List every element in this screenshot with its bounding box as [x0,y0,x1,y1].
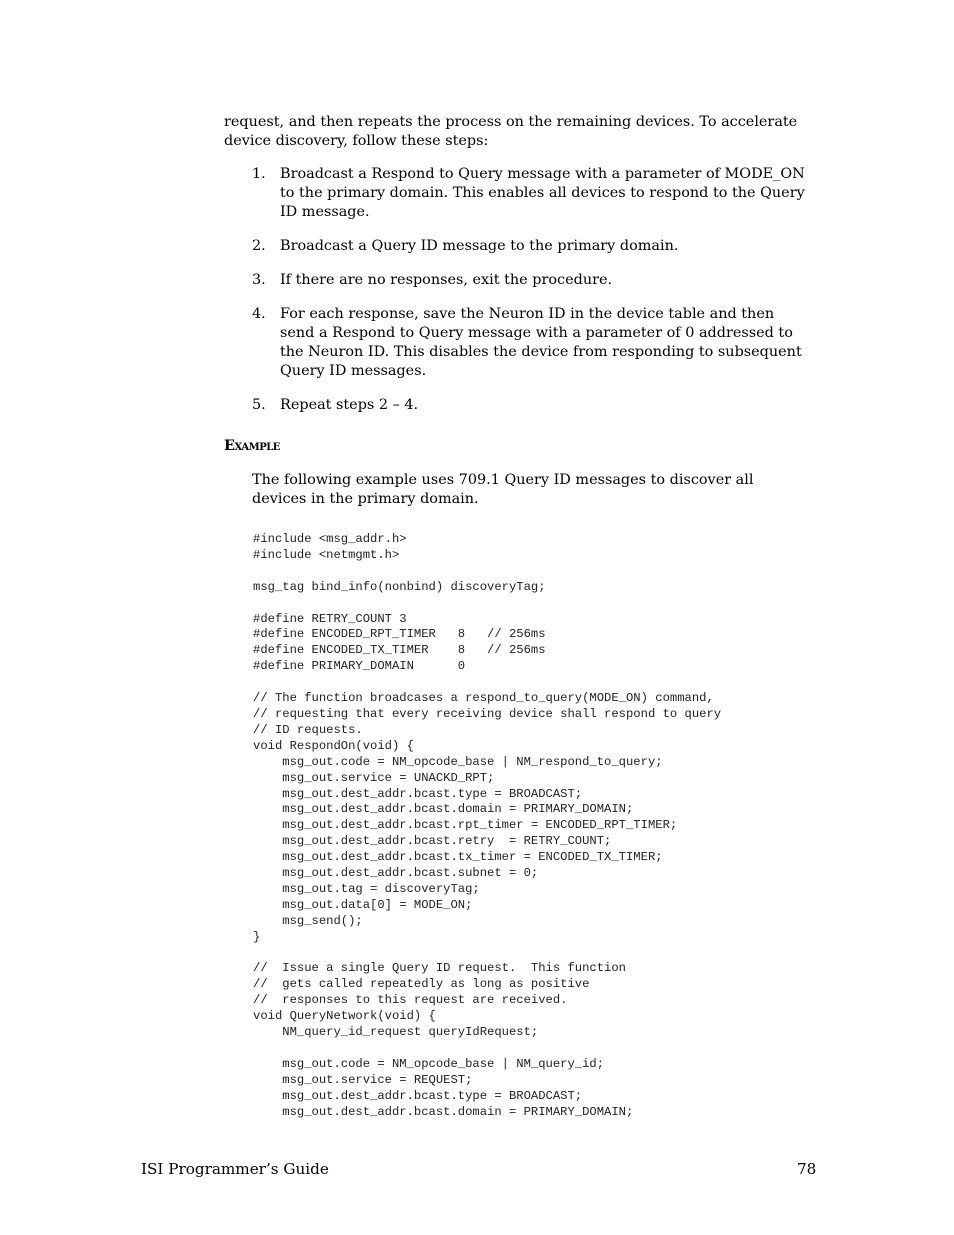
step-text: If there are no responses, exit the procedure. [280,272,613,288]
step-text: Repeat steps 2 – 4. [280,397,419,413]
step-text: Broadcast a Query ID message to the primary domain. [280,238,679,254]
footer-title: ISI Programmer’s Guide [141,1160,329,1178]
intro-paragraph: request, and then repeats the process on the remaining devices. To accelerate device discovery, follow these steps: [224,114,798,149]
step-number: 3. [252,272,266,288]
list-item [252,271,812,290]
step-text: Broadcast a Respond to Query message with a parameter of MODE_ON to the primary domain. This enables all devices to respond to the Query ID message. [280,166,805,220]
example-heading: Example [224,437,280,454]
step-number: 5. [252,397,266,413]
list-item [252,305,812,381]
steps-list [252,165,812,430]
page-number: 78 [797,1160,817,1178]
step-number: 2. [252,238,266,254]
example-description: The following example uses 709.1 Query ID messages to discover all devices in the primary domain. [252,472,754,507]
step-number: 1. [252,166,266,182]
step-number: 4. [252,306,266,322]
code-block: #include <msg_addr.h> #include <netmgmt.h> msg_tag bind_info(nonbind) discoveryTag; #define RETRY_COUNT 3 #define ENCODED_RPT_TIMER 8 // 256ms #define ENCODED_TX_TIMER 8 // 256ms #define PRIMARY_DOMAIN 0 // The function broadcases a respond_to_query(MODE_ON) command, // requesting that every receiving device shall respond to query // ID requests. void RespondOn(void) { msg_out.code = NM_opcode_base | NM_respond_to_query; msg_out.service = UNACKD_RPT; msg_out.dest_addr.bcast.type = BROADCAST; msg_out.dest_addr.bcast.domain = PRIMARY_DOMAIN; msg_out.dest_addr.bcast.rpt_timer = ENCODED_RPT_TIMER; msg_out.dest_addr.bcast.retry = RETRY_COUNT; msg_out.dest_addr.bcast.tx_timer = ENCODED_TX_TIMER; msg_out.dest_addr.bcast.subnet = 0; msg_out.tag = discoveryTag; msg_out.data[0] = MODE_ON; msg_send(); } // Issue a single Query ID request. This function // gets called repeatedly as long as positive // responses to this request are received. void QueryNetwork(void) { NM_query_id_request queryIdRequest; msg_out.code = NM_opcode_base | NM_query_id; msg_out.service = REQUEST; msg_out.dest_addr.bcast.type = BROADCAST; msg_out.dest_addr.bcast.domain = PRIMARY_DOMAIN; [253,532,722,1119]
list-item [252,237,812,256]
step-text: For each response, save the Neuron ID in the device table and then send a Respond to Query message with a parameter of 0 addressed to the Neuron ID. This disables the device from responding to subsequent Query ID messages. [280,306,802,379]
list-item [252,396,812,415]
list-item [252,165,812,222]
